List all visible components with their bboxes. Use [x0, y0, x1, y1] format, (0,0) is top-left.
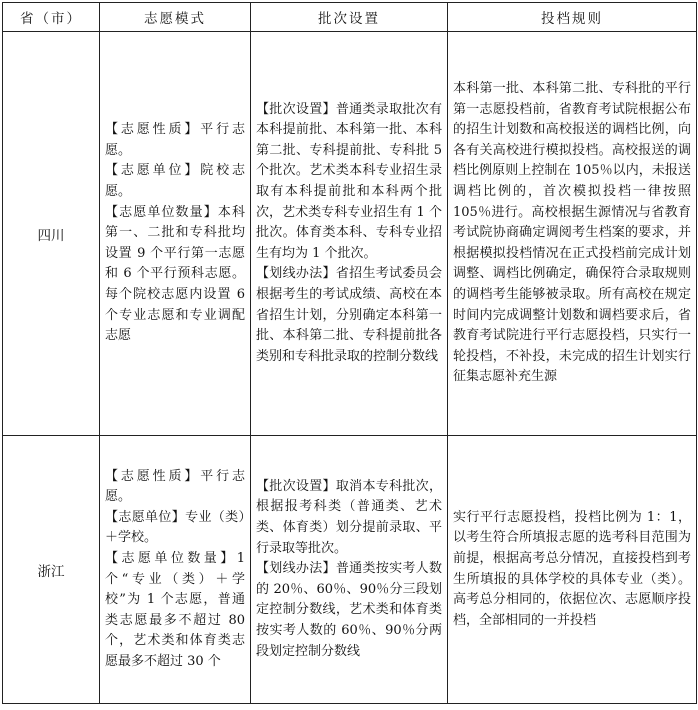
mode-unit: 【志愿单位】专业（类）＋学校。: [105, 509, 245, 546]
header-province: 省（市）: [3, 3, 100, 32]
admission-table: [2, 2, 697, 704]
mode-unit: 【志愿单位】院校志愿。: [105, 163, 245, 200]
province-cell: 四川: [3, 32, 100, 436]
mode-count: 【志愿单位数量】1 个“专业（类）＋学校”为 1 个志愿，普通类志愿最多不超过 80 个，艺术类和体育类志愿最多不超过 30 个: [105, 550, 245, 669]
batch-setting: 【批次设置】普通类录取批次有本科提前批、本科第一批、本科第二批、专科提前批、专科批 5 个批次。艺术类本科专业招生录取有本科提前批和本科两个批次，艺术类专科专业招生有 1 个批次。体育类本科、专科专业招生有均为 1 个批次。: [256, 101, 442, 261]
mode-nature: 【志愿性质】平行志愿。: [105, 122, 245, 158]
table-row: [3, 32, 697, 436]
header-batch: 批次设置: [251, 3, 448, 32]
header-mode: 志愿模式: [100, 3, 251, 32]
rules-cell: [448, 436, 697, 704]
batch-cutoff: 【划线办法】普通类按实考人数的 20％、60％、90％分三段划定控制分数线，艺术类和体育类按实考人数的 60％、90％分两段划定控制分数线: [256, 561, 442, 659]
rules-cell: [448, 32, 697, 436]
mode-cell: [100, 32, 251, 436]
batch-setting: 【批次设置】取消本专科批次，根据报考科类（普通类、艺术类、体育类）划分提前录取、平行录取等批次。: [256, 478, 442, 556]
rules-text: 本科第一批、本科第二批、专科批的平行第一志愿投档前，省教育考试院根据公布的招生计划数和高校报送的调档比例，向各有关高校进行模拟投档。高校报送的调档比例原则上控制在 105％以内，未报送调档比例的，首次模拟投档一律按照 105％进行。高校根据生源情况与省教育考试院协商确定调阅考生档案的要求，并根据模拟投档情况在正式投档前完成计划调整、调档比例确定，确保符合录取规则的调档考生能够被录取。所有高校在规定时间内完成调整计划数和调档要求后，省教育考试院进行平行志愿投档，只实行一轮投档，不补投，未完成的招生计划实行征集志愿补充生源: [453, 81, 691, 385]
mode-cell: [100, 436, 251, 704]
header-rules: 投档规则: [448, 3, 697, 32]
batch-cutoff: 【划线办法】省招生考试委员会根据考生的考试成绩、高校在本省招生计划，分别确定本科第一批、本科第二批、专科提前批各类别和专科批录取的控制分数线: [256, 266, 442, 364]
table-header-row: [3, 3, 697, 32]
table-row: [3, 436, 697, 704]
batch-cell: [251, 32, 448, 436]
mode-count: 【志愿单位数量】本科第一、二批和专科批均设置 9 个平行第一志愿和 6 个平行预科志愿。每个院校志愿内设置 6 个专业志愿和专业调配志愿: [105, 204, 245, 344]
rules-text: 实行平行志愿投档，投档比例为 1：1，以考生符合所填报志愿的选考科目范围为前提，根据高考总分情况，直接投档到考生所填报的具体学校的具体专业（类）。高考总分相同的，依据位次、志愿顺序投档，全部相同的一并投档: [453, 509, 691, 628]
batch-cell: [251, 436, 448, 704]
province-cell: 浙江: [3, 436, 100, 704]
mode-nature: 【志愿性质】平行志愿。: [105, 468, 245, 505]
